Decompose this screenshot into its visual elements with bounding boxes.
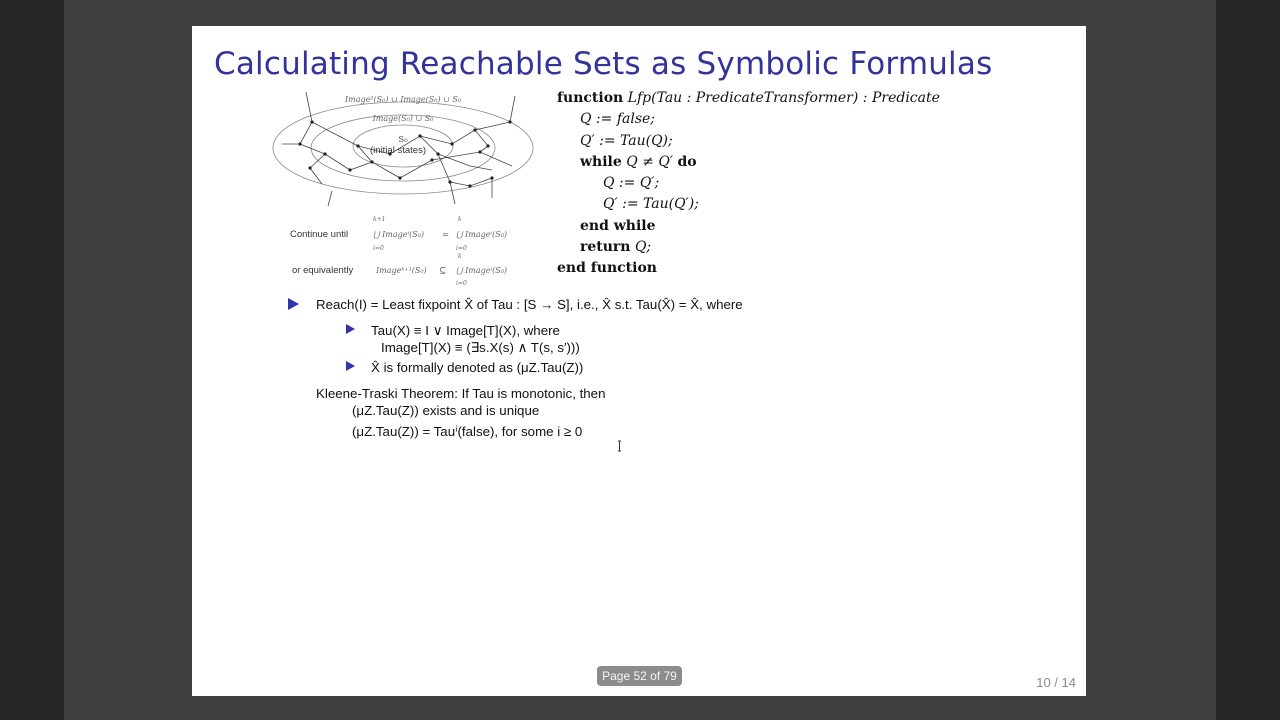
algo-line-7: end while bbox=[580, 217, 656, 234]
diagram-svg bbox=[270, 86, 540, 286]
algo-line-5: Q := Q′; bbox=[603, 175, 660, 192]
reach-text: Reach(I) = Least fixpoint X̂ of Tau : [S → S], i.e., X̂ s.t. Tau(X̂) = X̂, where bbox=[316, 297, 743, 312]
continue-left-bottom: i=0 bbox=[373, 245, 384, 252]
kleene-equals: (μZ.Tau(Z)) = Tauⁱ(false), for some i ≥ 0 bbox=[352, 424, 583, 439]
continue-right-top: k bbox=[458, 216, 462, 223]
equiv-subset: ⊆ bbox=[439, 266, 447, 276]
equiv-right-formula: ⋃ Imageⁱ(S₀) bbox=[456, 266, 508, 275]
initial-set-label: S₀ bbox=[398, 135, 408, 145]
algo-line-9: end function bbox=[557, 260, 657, 277]
algo-line-6: Q′ := Tau(Q′); bbox=[603, 196, 699, 213]
kleene-exists: (μZ.Tau(Z)) exists and is unique bbox=[352, 403, 540, 418]
text-cursor-icon bbox=[617, 440, 625, 452]
or-equivalently-text: or equivalently bbox=[292, 265, 354, 276]
algo-line-2: Q := false; bbox=[580, 111, 656, 128]
equiv-right-top: k bbox=[458, 253, 462, 260]
initial-states-label: (initial states) bbox=[370, 145, 426, 156]
equiv-right-bottom: i=0 bbox=[456, 280, 467, 286]
algo-line-8: return Q; bbox=[580, 239, 652, 256]
reachable-sets-diagram bbox=[270, 86, 540, 286]
denoted-text: X̂ is formally denoted as (μZ.Tau(Z)) bbox=[371, 360, 584, 375]
continue-equals: = bbox=[442, 230, 450, 240]
bullet-triangle-icon bbox=[346, 324, 355, 334]
algo-line-1: function Lfp(Tau : PredicateTransformer) : Predicate bbox=[557, 90, 940, 106]
right-letterbox bbox=[1216, 0, 1280, 720]
algo-line-4: while Q ≠ Q′ do bbox=[580, 153, 697, 170]
continue-right-formula: ⋃ Imageⁱ(S₀) bbox=[456, 230, 508, 239]
kleene-theorem: Kleene-Traski Theorem: If Tau is monotonic, then bbox=[316, 386, 606, 401]
bullet-denoted bbox=[288, 359, 988, 376]
bullet-reach bbox=[288, 296, 988, 314]
continue-left-formula: ⋃ Imageⁱ(S₀) bbox=[373, 230, 425, 239]
left-letterbox bbox=[0, 0, 64, 720]
outer-set-label: Image²(S₀) ∪ Image(S₀) ∪ S₀ bbox=[344, 95, 462, 104]
slide-number: 10 / 14 bbox=[1036, 675, 1076, 690]
equiv-left-formula: Imageᵏ⁺¹(S₀) bbox=[376, 266, 427, 275]
middle-set-label: Image(S₀) ∪ S₀ bbox=[372, 114, 434, 123]
algo-line-3: Q′ := Tau(Q); bbox=[580, 132, 673, 149]
image-definition: Image[T](X) ≡ (∃s.X(s) ∧ T(s, s′))) bbox=[381, 340, 580, 355]
slide-page bbox=[192, 26, 1086, 696]
bullet-triangle-icon bbox=[346, 361, 355, 371]
bullet-tau bbox=[288, 322, 988, 339]
bullet-triangle-icon bbox=[288, 298, 299, 310]
continue-left-top: k+1 bbox=[373, 216, 386, 223]
lfp-algorithm bbox=[557, 88, 940, 280]
slide-bullets bbox=[288, 296, 988, 441]
continue-right-bottom: i=0 bbox=[456, 245, 467, 252]
tau-text: Tau(X) ≡ I ∨ Image[T](X), where bbox=[371, 323, 560, 338]
continue-until-text: Continue until bbox=[290, 229, 349, 240]
slide-title: Calculating Reachable Sets as Symbolic Formulas bbox=[214, 46, 993, 82]
page-indicator: Page 52 of 79 bbox=[597, 666, 682, 686]
